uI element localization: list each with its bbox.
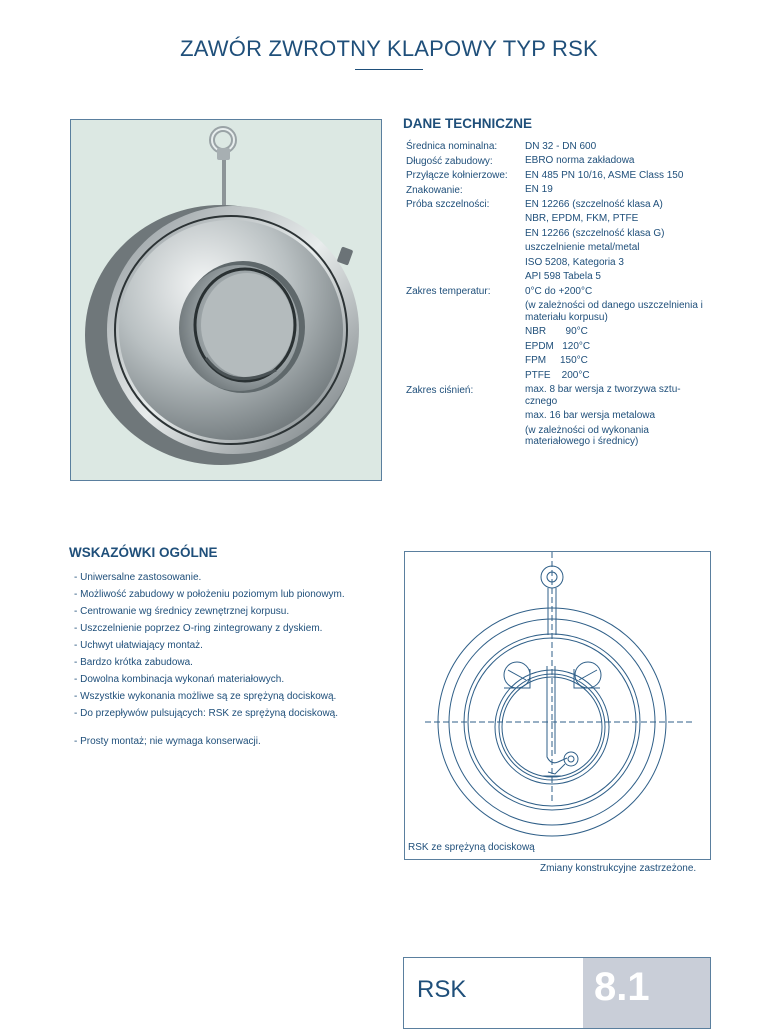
list-item: - Możliwość zabudowy w położeniu poziomym lub pionowym.: [74, 589, 345, 600]
tech-label: Długość zabudowy:: [406, 155, 493, 167]
list-item: - Do przepływów pulsujących: RSK ze sprężyną dociskową.: [74, 708, 338, 719]
tech-row-marking: [406, 183, 706, 198]
tech-value: PTFE 200°C: [525, 369, 590, 381]
tech-value: API 598 Tabela 5: [525, 271, 601, 282]
valve-drawing-illustration: [405, 552, 710, 842]
tech-value: (w zależności od wykonania materiałowego i średnicy): [525, 424, 649, 447]
technical-drawing: [404, 551, 711, 860]
tech-label: Znakowanie:: [406, 184, 463, 196]
general-notes-list: [74, 571, 384, 752]
tech-value: FPM 150°C: [525, 355, 588, 366]
list-item: - Bardzo krótka zabudowa.: [74, 657, 193, 668]
list-item: - Uniwersalne zastosowanie.: [74, 572, 202, 583]
footer-product-code: RSK: [417, 976, 467, 1003]
tech-row-length: [406, 154, 706, 169]
design-changes-note: Zmiany konstrukcyjne zastrzeżone.: [540, 863, 697, 874]
tech-row-temperature: [406, 284, 706, 383]
tech-value: ISO 5208, Kategoria 3: [525, 256, 624, 268]
technical-data-table: [406, 139, 706, 449]
tech-value: EN 12266 (szczelność klasa G): [525, 227, 665, 239]
tech-value: EBRO norma zakładowa: [525, 155, 635, 166]
general-notes-heading: WSKAZÓWKI OGÓLNE: [69, 545, 218, 560]
tech-value: max. 8 bar wersja z tworzywa sztu-cznego: [525, 384, 681, 407]
technical-data-heading: DANE TECHNICZNE: [403, 116, 533, 131]
tech-value: EPDM 120°C: [525, 340, 591, 352]
tech-row-flange: [406, 168, 706, 183]
footer-product-block: [403, 957, 711, 1029]
tech-row-leak-test: [406, 197, 706, 284]
drawing-caption: RSK ze sprężyną dociskową: [408, 842, 535, 853]
list-item: - Dowolna kombinacja wykonań materiałowych.: [74, 674, 285, 685]
tech-value: uszczelnienie metal/metal: [525, 242, 640, 253]
tech-label: Zakres ciśnień:: [406, 384, 474, 396]
list-item: - Centrowanie wg średnicy zewnętrznej korpusu.: [74, 606, 290, 617]
list-item: - Wszystkie wykonania możliwe są ze sprężyną dociskową.: [74, 691, 337, 702]
tech-value: EN 19: [525, 184, 553, 195]
tech-value: NBR 90°C: [525, 326, 588, 337]
tech-row-nominal-diameter: [406, 139, 706, 154]
product-photo: [70, 119, 382, 481]
tech-label: Średnica nominalna:: [406, 141, 498, 152]
tech-value: EN 485 PN 10/16, ASME Class 150: [525, 169, 684, 181]
tech-label: Zakres temperatur:: [406, 286, 491, 297]
list-item: - Uchwyt ułatwiający montaż.: [74, 640, 203, 651]
list-item: - Uszczelnienie poprzez O-ring zintegrowany z dyskiem.: [74, 623, 323, 634]
tech-value: max. 16 bar wersja metalowa: [525, 410, 656, 421]
list-item: - Prosty montaż; nie wymaga konserwacji.: [74, 736, 261, 747]
tech-value: (w zależności od danego uszczelnienia i materiału korpusu): [525, 300, 703, 323]
tech-label: Próba szczelności:: [406, 199, 490, 210]
tech-value: NBR, EPDM, FKM, PTFE: [525, 213, 639, 224]
tech-value: DN 32 - DN 600: [525, 140, 597, 152]
page-title: ZAWÓR ZWROTNY KLAPOWY TYP RSK: [180, 36, 598, 61]
tech-row-pressure: [406, 383, 706, 450]
footer-section-number: 8.1: [583, 958, 710, 1028]
tech-value: EN 12266 (szczelność klasa A): [525, 198, 663, 210]
tech-value: 0°C do +200°C: [525, 285, 593, 297]
title-underline: [355, 69, 423, 70]
valve-photo-illustration: [71, 120, 381, 480]
tech-label: Przyłącze kołnierzowe:: [406, 170, 508, 181]
